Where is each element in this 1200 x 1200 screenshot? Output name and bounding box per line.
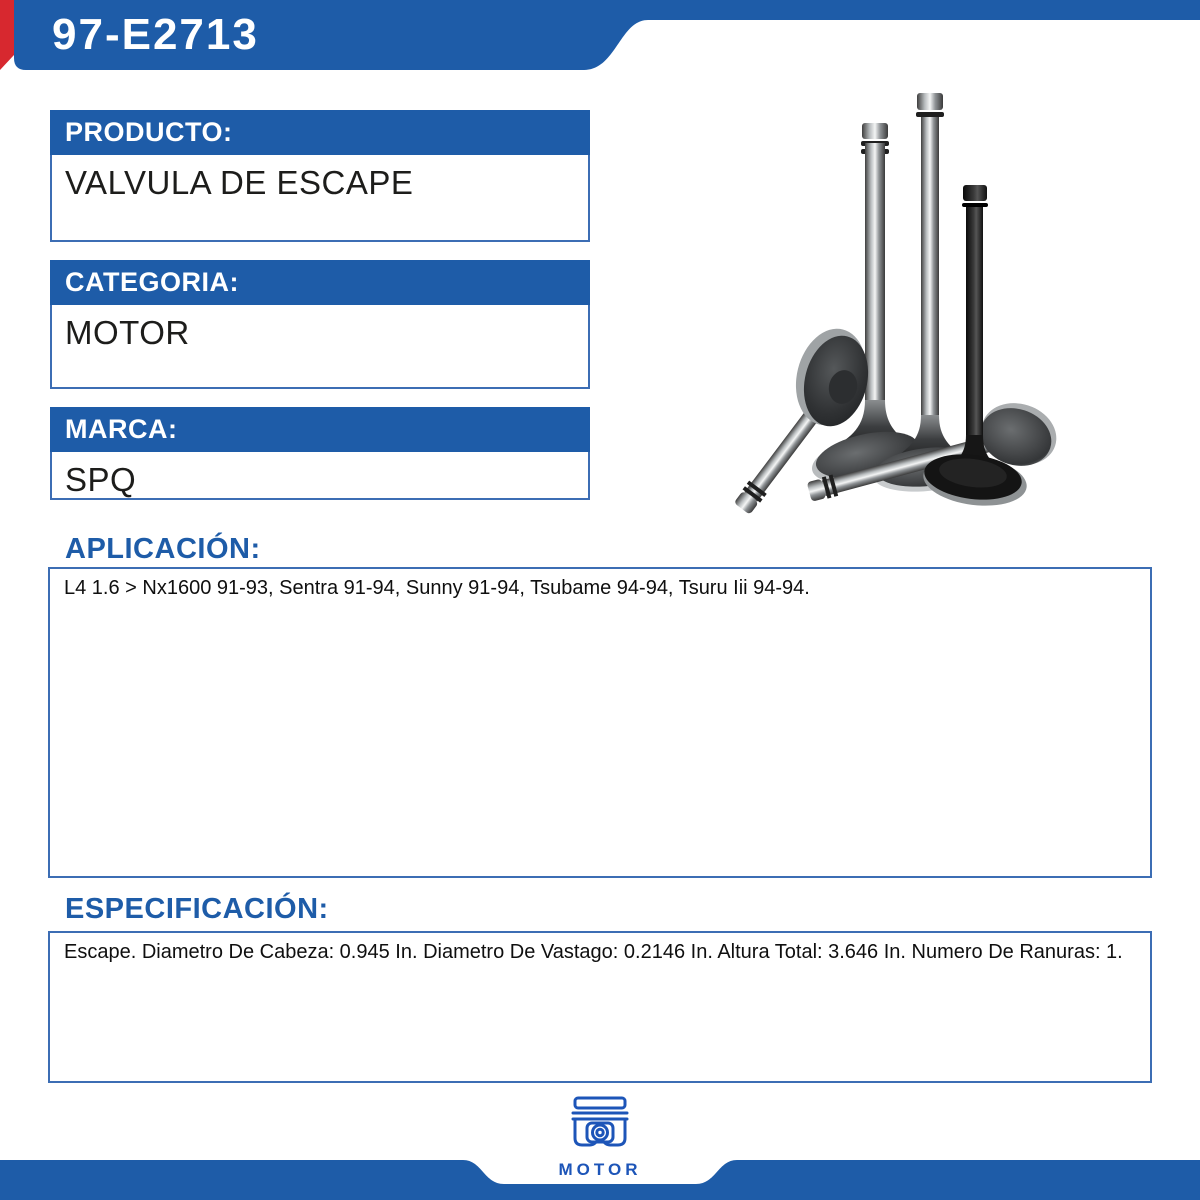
especificacion-value: Escape. Diametro De Cabeza: 0.945 In. Diametro De Vastago: 0.2146 In. Altura Total: 3.646 In. Numero De Ranuras: 1. xyxy=(48,931,1152,1083)
marca-label: MARCA: xyxy=(50,407,590,452)
part-number: 97-E2713 xyxy=(52,10,259,59)
especificacion-label: ESPECIFICACIÓN: xyxy=(65,893,329,925)
piston-icon xyxy=(568,1096,632,1158)
engine-valves-photo xyxy=(685,85,1115,515)
categoria-label: CATEGORIA: xyxy=(50,260,590,305)
footer-category-label: MOTOR xyxy=(558,1160,642,1179)
valve-steel-1 xyxy=(808,123,923,492)
marca-value: SPQ xyxy=(50,452,590,500)
producto-value: VALVULA DE ESCAPE xyxy=(50,155,590,242)
aplicacion-label: APLICACIÓN: xyxy=(65,533,261,565)
footer-bar xyxy=(0,1160,1200,1200)
producto-label: PRODUCTO: xyxy=(50,110,590,155)
red-accent-stripe xyxy=(0,0,14,70)
categoria-value: MOTOR xyxy=(50,305,590,389)
aplicacion-value: L4 1.6 > Nx1600 91-93, Sentra 91-94, Sunny 91-94, Tsubame 94-94, Tsuru Iii 94-94. xyxy=(48,567,1152,878)
